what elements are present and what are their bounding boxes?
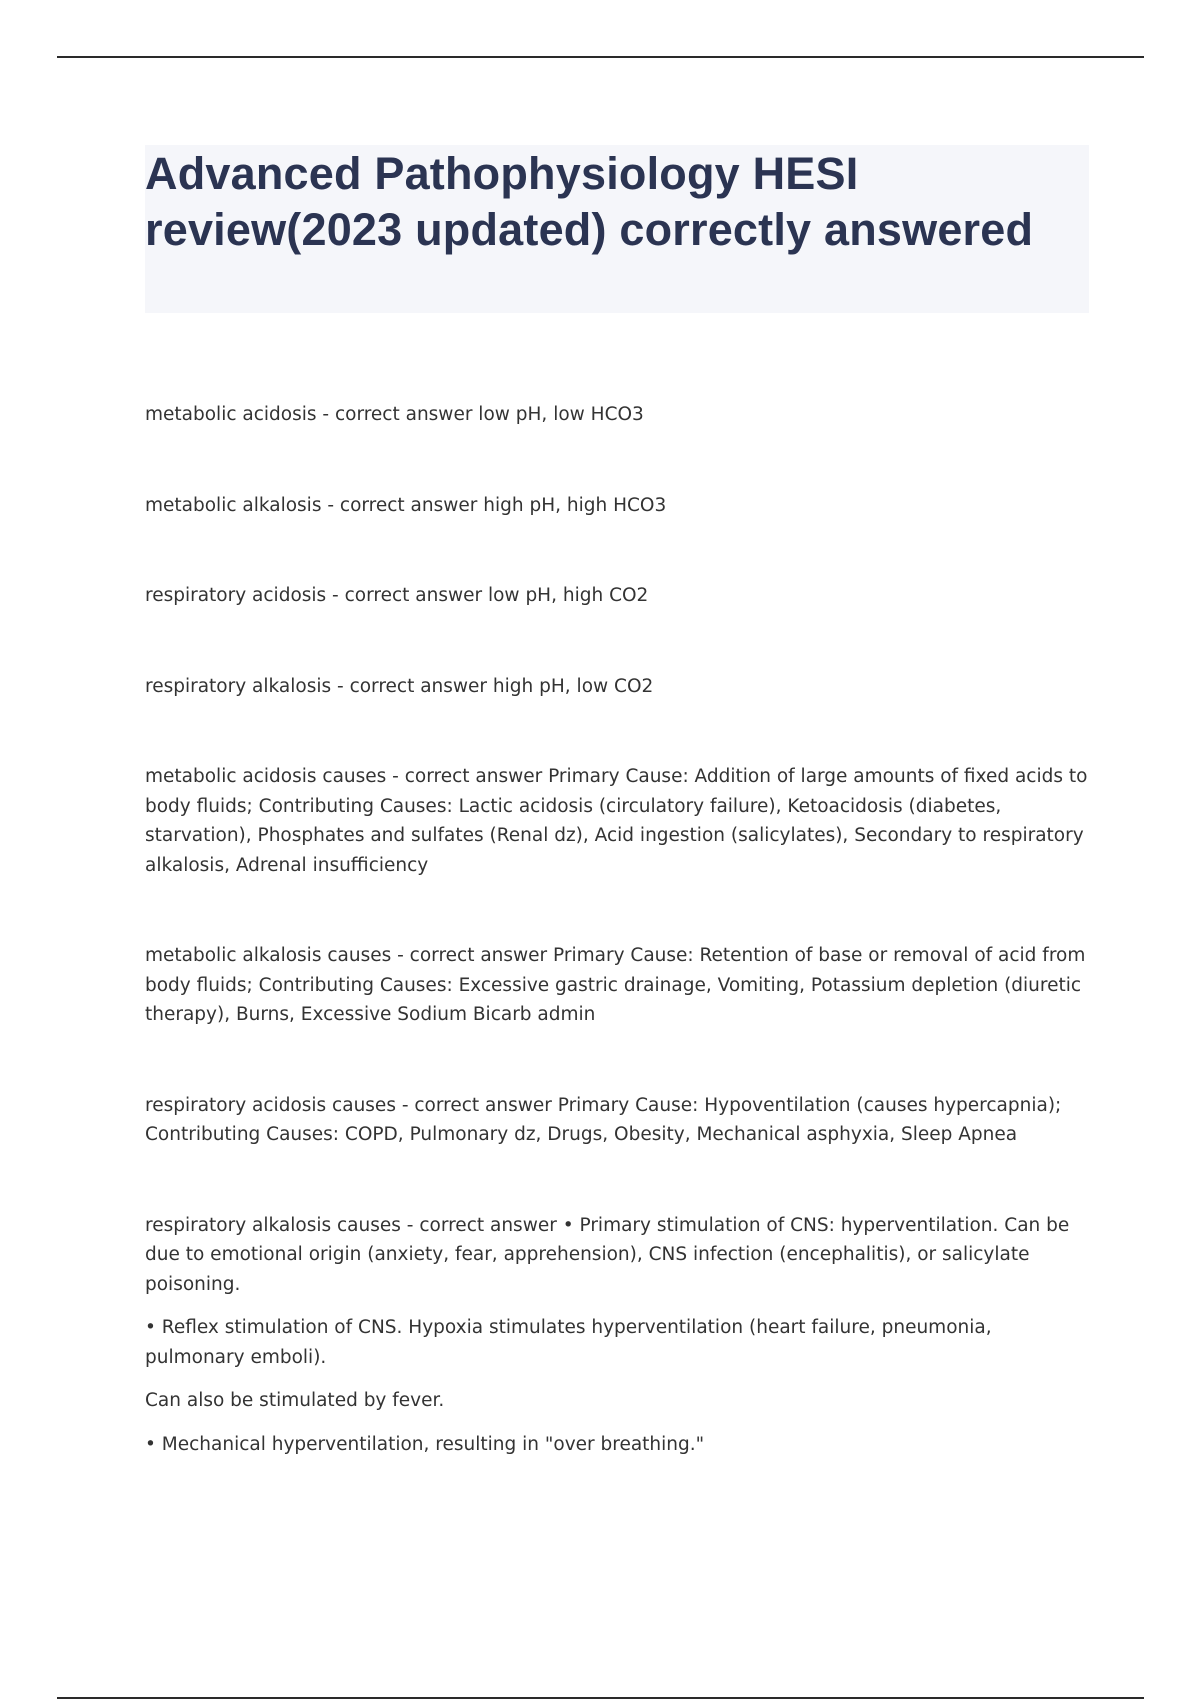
paragraph-reflex-stimulation: • Reflex stimulation of CNS. Hypoxia stimulates hyperventilation (heart failure, pneumonia, pulmonary emboli). (145, 1317, 992, 1368)
footer-rule (57, 1697, 1144, 1699)
header-rule (57, 56, 1144, 58)
qa-entry-metabolic-alkalosis: metabolic alkalosis - correct answer high pH, high HCO3 (145, 494, 667, 516)
qa-entry-respiratory-alkalosis: respiratory alkalosis - correct answer high pH, low CO2 (145, 675, 654, 697)
paragraph-mechanical-hyperventilation: • Mechanical hyperventilation, resulting in "over breathing." (145, 1433, 705, 1455)
qa-entry-respiratory-alkalosis-causes: respiratory alkalosis causes - correct answer • Primary stimulation of CNS: hyperventilation. Can be due to emotional origin (anxiety, fear, apprehension), CNS infection (encephalitis), or salicylate poisoning. (145, 1214, 1070, 1295)
title-block (145, 145, 1089, 313)
qa-entry-metabolic-acidosis: metabolic acidosis - correct answer low pH, low HCO3 (145, 404, 644, 425)
paragraph-fever: Can also be stimulated by fever. (145, 1390, 445, 1411)
qa-entry-respiratory-acidosis-causes: respiratory acidosis causes - correct answer Primary Cause: Hypoventilation (causes hypercapnia); Contributing Causes: COPD, Pulmonary dz, Drugs, Obesity, Mechanical asphyxia, Sleep Apnea (145, 1094, 1062, 1145)
document-title: Advanced Pathophysiology HESI review(2023 updated) correctly answered (145, 148, 1034, 255)
qa-entry-metabolic-acidosis-causes: metabolic acidosis causes - correct answer Primary Cause: Addition of large amounts of fixed acids to body fluids; Contributing Causes: Lactic acidosis (circulatory failure), Ketoacidosis (diabetes, starvation), Phosphates and sulfates (Renal dz), Acid ingestion (salicylates), Secondary to respiratory alkalosis, Adrenal insufficiency (145, 766, 1088, 876)
qa-entry-respiratory-acidosis: respiratory acidosis - correct answer low pH, high CO2 (145, 585, 649, 606)
qa-entry-metabolic-alkalosis-causes: metabolic alkalosis causes - correct answer Primary Cause: Retention of base or removal of acid from body fluids; Contributing Causes: Excessive gastric drainage, Vomiting, Potassium depletion (diuretic therapy), Burns, Excessive Sodium Bicarb admin (145, 945, 1086, 1025)
document-body (145, 400, 1090, 1459)
